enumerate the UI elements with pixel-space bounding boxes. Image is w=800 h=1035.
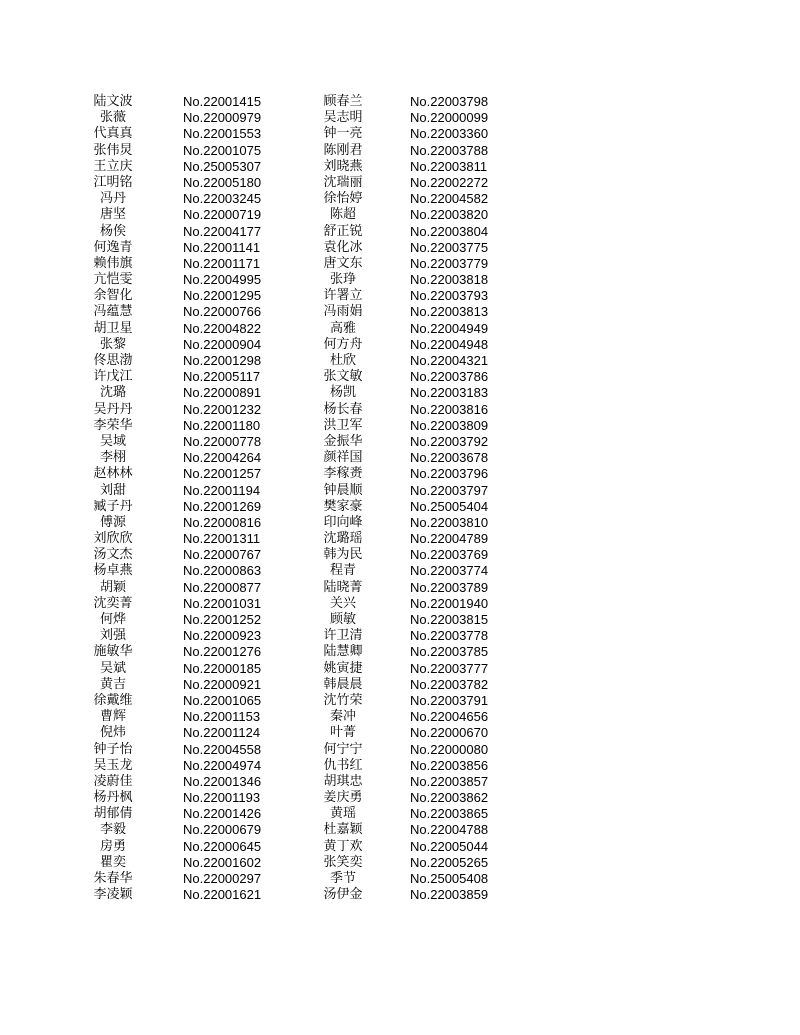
table-row — [0, 742, 800, 758]
table-row — [0, 531, 800, 547]
member-name: 印向峰 — [323, 514, 363, 530]
member-name: 金振华 — [323, 433, 363, 449]
member-number: No.22003775 — [410, 239, 489, 255]
member-number: No.22003810 — [410, 514, 489, 530]
member-name: 佟思渤 — [93, 353, 133, 368]
member-number: No.22000080 — [410, 741, 489, 757]
member-name: 沈璐 — [99, 385, 126, 401]
member-name: 陈刚君 — [323, 142, 363, 158]
member-name: 张伟炅 — [93, 142, 133, 158]
member-list — [0, 94, 800, 903]
member-number: No.22003786 — [410, 369, 489, 385]
table-row — [0, 321, 800, 337]
member-name: 张文敏 — [323, 369, 363, 385]
member-number: No.22000778 — [183, 433, 262, 449]
member-name: 洪卫军 — [323, 417, 363, 433]
member-name: 代真真 — [93, 126, 133, 142]
member-number: No.22003360 — [410, 126, 489, 142]
member-number: No.22001153 — [183, 709, 261, 725]
member-name: 关兴 — [329, 595, 356, 611]
table-row — [0, 450, 800, 466]
table-row — [0, 159, 800, 175]
member-name: 杨卓燕 — [93, 563, 133, 579]
member-name: 韩为民 — [323, 547, 363, 563]
member-number: No.22001194 — [183, 482, 261, 498]
member-number: No.22004321 — [410, 353, 489, 368]
table-row — [0, 353, 800, 369]
table-row — [0, 126, 800, 142]
member-name: 沈奕菁 — [93, 595, 133, 611]
member-name: 程青 — [329, 563, 356, 579]
member-number: No.22001075 — [183, 142, 262, 158]
member-number: No.22001346 — [183, 773, 262, 789]
member-name: 姜庆勇 — [323, 790, 363, 806]
member-name: 黄丁欢 — [323, 838, 363, 854]
member-name: 陆晓菁 — [323, 579, 363, 595]
member-number: No.22004177 — [183, 223, 262, 239]
member-name: 顾春兰 — [323, 94, 363, 109]
member-name: 杜欣 — [329, 353, 356, 368]
member-name: 刘强 — [99, 628, 126, 644]
member-name: 黄瑶 — [329, 806, 356, 822]
member-name: 袁化冰 — [323, 239, 363, 255]
member-name: 顾敏 — [329, 612, 356, 627]
member-number: No.22003797 — [410, 482, 489, 498]
member-number: No.22003785 — [410, 644, 489, 660]
member-name: 王立庆 — [93, 158, 133, 174]
member-number: No.22003796 — [410, 466, 489, 482]
member-name: 冯蕴慧 — [93, 304, 133, 320]
member-name: 许戊江 — [93, 369, 133, 385]
member-name: 许署立 — [323, 288, 363, 304]
member-number: No.22000719 — [183, 207, 262, 223]
member-name: 徐怡婷 — [323, 191, 363, 207]
member-number: No.22003862 — [410, 790, 489, 806]
member-number: No.22000979 — [183, 110, 262, 126]
member-number: No.22004974 — [183, 757, 262, 773]
member-number: No.25005408 — [410, 871, 489, 886]
table-row — [0, 547, 800, 563]
member-name: 唐文东 — [323, 255, 363, 271]
member-number: No.22001276 — [183, 644, 262, 660]
member-name: 刘晓燕 — [323, 158, 363, 174]
member-name: 杜嘉颖 — [323, 822, 363, 838]
table-row — [0, 822, 800, 838]
member-name: 臧子丹 — [93, 498, 133, 514]
member-name: 何逸青 — [93, 239, 133, 255]
member-number: No.22003809 — [410, 417, 489, 433]
member-number: No.22001180 — [183, 417, 261, 433]
member-name: 钟一亮 — [323, 126, 363, 142]
member-number: No.22003782 — [410, 676, 489, 692]
member-name: 陆慧卿 — [323, 644, 363, 660]
member-name: 胡琪忠 — [323, 773, 363, 789]
member-name: 黄吉 — [99, 676, 126, 692]
table-row — [0, 402, 800, 418]
member-name: 吴玉龙 — [93, 757, 133, 773]
table-row — [0, 661, 800, 677]
member-number: No.22003859 — [410, 887, 489, 903]
member-number: No.22003789 — [410, 579, 489, 595]
member-name: 吴志明 — [323, 110, 363, 126]
member-name: 韩晨晨 — [323, 676, 363, 692]
member-name: 曹辉 — [99, 709, 126, 725]
table-row — [0, 644, 800, 660]
table-row — [0, 693, 800, 709]
member-number: No.22001031 — [183, 595, 262, 611]
member-name: 瞿奕 — [99, 854, 126, 870]
member-name: 钟晨顺 — [323, 482, 363, 498]
table-row — [0, 110, 800, 126]
member-number: No.22003820 — [410, 207, 489, 223]
member-number: No.22003813 — [410, 304, 489, 320]
member-number: No.22005265 — [410, 854, 489, 870]
member-name: 汤伊金 — [323, 887, 363, 903]
member-number: No.22003811 — [410, 158, 488, 174]
table-row — [0, 191, 800, 207]
member-number: No.22003798 — [410, 94, 489, 109]
member-number: No.22003865 — [410, 806, 489, 822]
member-number: No.22003779 — [410, 255, 489, 271]
member-number: No.22001426 — [183, 806, 262, 822]
member-number: No.22003804 — [410, 223, 489, 239]
member-number: No.22001171 — [183, 255, 261, 271]
member-name: 仇书红 — [323, 757, 363, 773]
member-number: No.22003183 — [410, 385, 489, 401]
table-row — [0, 563, 800, 579]
table-row — [0, 369, 800, 385]
member-number: No.25005404 — [410, 498, 489, 514]
table-row — [0, 337, 800, 353]
member-name: 胡卫星 — [93, 320, 133, 336]
member-number: No.22001553 — [183, 126, 262, 142]
member-number: No.22004789 — [410, 531, 489, 547]
member-name: 傅源 — [99, 514, 126, 530]
member-name: 胡颖 — [99, 579, 126, 595]
table-row — [0, 580, 800, 596]
member-number: No.22003777 — [410, 660, 489, 676]
member-name: 李毅 — [99, 822, 126, 838]
member-number: No.22001621 — [183, 887, 262, 903]
member-number: No.22000099 — [410, 110, 489, 126]
member-number: No.22000679 — [183, 822, 262, 838]
member-name: 凌蔚佳 — [93, 773, 133, 789]
member-number: No.22003792 — [410, 433, 489, 449]
member-number: No.22003815 — [410, 612, 489, 627]
member-number: No.22000863 — [183, 563, 262, 579]
member-name: 冯雨娟 — [323, 304, 363, 320]
member-number: No.22001257 — [183, 466, 262, 482]
member-number: No.22000670 — [410, 725, 489, 741]
table-row — [0, 385, 800, 401]
member-name: 许卫清 — [323, 628, 363, 644]
member-number: No.22000921 — [183, 676, 262, 692]
member-number: No.22004948 — [410, 336, 489, 352]
member-number: No.22000767 — [183, 547, 262, 563]
member-number: No.22000297 — [183, 871, 262, 886]
member-name: 赖伟旗 — [93, 255, 133, 271]
member-number: No.22000766 — [183, 304, 262, 320]
table-row — [0, 725, 800, 741]
member-name: 冯丹 — [99, 191, 126, 207]
member-name: 何宁宁 — [323, 741, 363, 757]
member-number: No.22001602 — [183, 854, 262, 870]
table-row — [0, 515, 800, 531]
member-name: 舒正锐 — [323, 223, 363, 239]
member-name: 陆文波 — [93, 94, 133, 109]
member-name: 李栩 — [99, 450, 126, 466]
member-name: 沈竹荣 — [323, 692, 363, 708]
member-name: 房勇 — [99, 838, 126, 854]
table-row — [0, 288, 800, 304]
member-number: No.22000923 — [183, 628, 262, 644]
member-name: 杨丹枫 — [93, 790, 133, 806]
member-name: 余智化 — [93, 288, 133, 304]
member-number: No.22001141 — [183, 239, 261, 255]
member-name: 张黎 — [99, 336, 126, 352]
member-number: No.22004949 — [410, 320, 489, 336]
member-number: No.22000904 — [183, 336, 262, 352]
member-number: No.22003857 — [410, 773, 489, 789]
member-name: 杨长春 — [323, 401, 363, 417]
member-name: 叶菁 — [329, 725, 356, 741]
member-number: No.22000645 — [183, 838, 262, 854]
table-row — [0, 790, 800, 806]
member-number: No.22001232 — [183, 401, 262, 417]
table-row — [0, 466, 800, 482]
member-number: No.22001065 — [183, 692, 262, 708]
member-name: 颜祥国 — [323, 450, 363, 466]
member-number: No.22004558 — [183, 741, 262, 757]
member-name: 倪炜 — [99, 725, 126, 741]
member-number: No.22002272 — [410, 174, 489, 190]
table-row — [0, 806, 800, 822]
member-number: No.22001940 — [410, 595, 489, 611]
member-name: 钟子怡 — [93, 741, 133, 757]
table-row — [0, 499, 800, 515]
table-row — [0, 304, 800, 320]
member-name: 李稼赉 — [323, 466, 363, 482]
member-number: No.25005307 — [183, 158, 262, 174]
member-number: No.22001193 — [183, 790, 261, 806]
table-row — [0, 224, 800, 240]
member-number: No.22001311 — [183, 531, 261, 547]
table-row — [0, 143, 800, 159]
member-number: No.22000185 — [183, 660, 262, 676]
table-row — [0, 839, 800, 855]
table-row — [0, 871, 800, 887]
member-name: 李凌颖 — [93, 887, 133, 903]
table-row — [0, 628, 800, 644]
member-number: No.22004582 — [410, 191, 489, 207]
table-row — [0, 855, 800, 871]
member-number: No.22003245 — [183, 191, 262, 207]
member-name: 徐戴维 — [93, 692, 133, 708]
member-number: No.22004656 — [410, 709, 489, 725]
member-name: 吴斌 — [99, 660, 126, 676]
member-name: 姚寅捷 — [323, 660, 363, 676]
member-name: 吴丹丹 — [93, 401, 133, 417]
member-number: No.22004995 — [183, 272, 262, 288]
member-number: No.22000877 — [183, 579, 262, 595]
member-name: 秦冲 — [329, 709, 356, 725]
table-row — [0, 272, 800, 288]
member-number: No.22005044 — [410, 838, 489, 854]
member-number: No.22005117 — [183, 369, 261, 385]
member-number: No.22003818 — [410, 272, 489, 288]
member-name: 施敏华 — [93, 644, 133, 660]
member-name: 刘甜 — [99, 482, 126, 498]
member-number: No.22003793 — [410, 288, 489, 304]
table-row — [0, 256, 800, 272]
table-row — [0, 434, 800, 450]
member-number: No.22001298 — [183, 353, 262, 368]
member-number: No.22003791 — [410, 692, 489, 708]
table-row — [0, 887, 800, 903]
member-name: 汤文杰 — [93, 547, 133, 563]
member-name: 张琤 — [329, 272, 356, 288]
member-name: 杨凯 — [329, 385, 356, 401]
table-row — [0, 418, 800, 434]
table-row — [0, 709, 800, 725]
member-number: No.22003774 — [410, 563, 489, 579]
member-name: 张薇 — [99, 110, 126, 126]
member-name: 亢恺雯 — [93, 272, 133, 288]
table-row — [0, 207, 800, 223]
member-name: 高雅 — [329, 320, 356, 336]
member-number: No.22003788 — [410, 142, 489, 158]
table-row — [0, 483, 800, 499]
member-name: 朱春华 — [93, 871, 133, 886]
member-number: No.22001269 — [183, 498, 262, 514]
member-number: No.22003678 — [410, 450, 489, 466]
member-name: 胡郁倩 — [93, 806, 133, 822]
member-number: No.22001415 — [183, 94, 262, 109]
member-number: No.22004264 — [183, 450, 262, 466]
member-number: No.22001252 — [183, 612, 262, 627]
member-name: 刘欣欣 — [93, 531, 133, 547]
table-row — [0, 175, 800, 191]
table-row — [0, 94, 800, 110]
table-row — [0, 677, 800, 693]
member-name: 李荣华 — [93, 417, 133, 433]
member-name: 沈瑞丽 — [323, 174, 363, 190]
member-number: No.22000891 — [183, 385, 262, 401]
table-row — [0, 612, 800, 628]
member-number: No.22000816 — [183, 514, 262, 530]
table-row — [0, 240, 800, 256]
member-number: No.22003769 — [410, 547, 489, 563]
member-name: 杨俟 — [99, 223, 126, 239]
table-row — [0, 596, 800, 612]
member-number: No.22001124 — [183, 725, 261, 741]
member-number: No.22004822 — [183, 320, 262, 336]
member-name: 陈超 — [329, 207, 356, 223]
member-name: 唐坚 — [99, 207, 126, 223]
member-name: 吴域 — [99, 433, 126, 449]
member-name: 江明铭 — [93, 174, 133, 190]
member-number: No.22004788 — [410, 822, 489, 838]
member-name: 沈璐瑶 — [323, 531, 363, 547]
member-number: No.22003778 — [410, 628, 489, 644]
member-number: No.22005180 — [183, 174, 262, 190]
member-number: No.22003856 — [410, 757, 489, 773]
member-number: No.22003816 — [410, 401, 489, 417]
member-name: 季节 — [329, 871, 356, 886]
member-number: No.22001295 — [183, 288, 262, 304]
table-row — [0, 774, 800, 790]
member-name: 何烨 — [99, 612, 126, 627]
member-name: 樊家豪 — [323, 498, 363, 514]
table-row — [0, 758, 800, 774]
member-name: 赵林林 — [93, 466, 133, 482]
member-name: 何方舟 — [323, 336, 363, 352]
member-name: 张笑奕 — [323, 854, 363, 870]
